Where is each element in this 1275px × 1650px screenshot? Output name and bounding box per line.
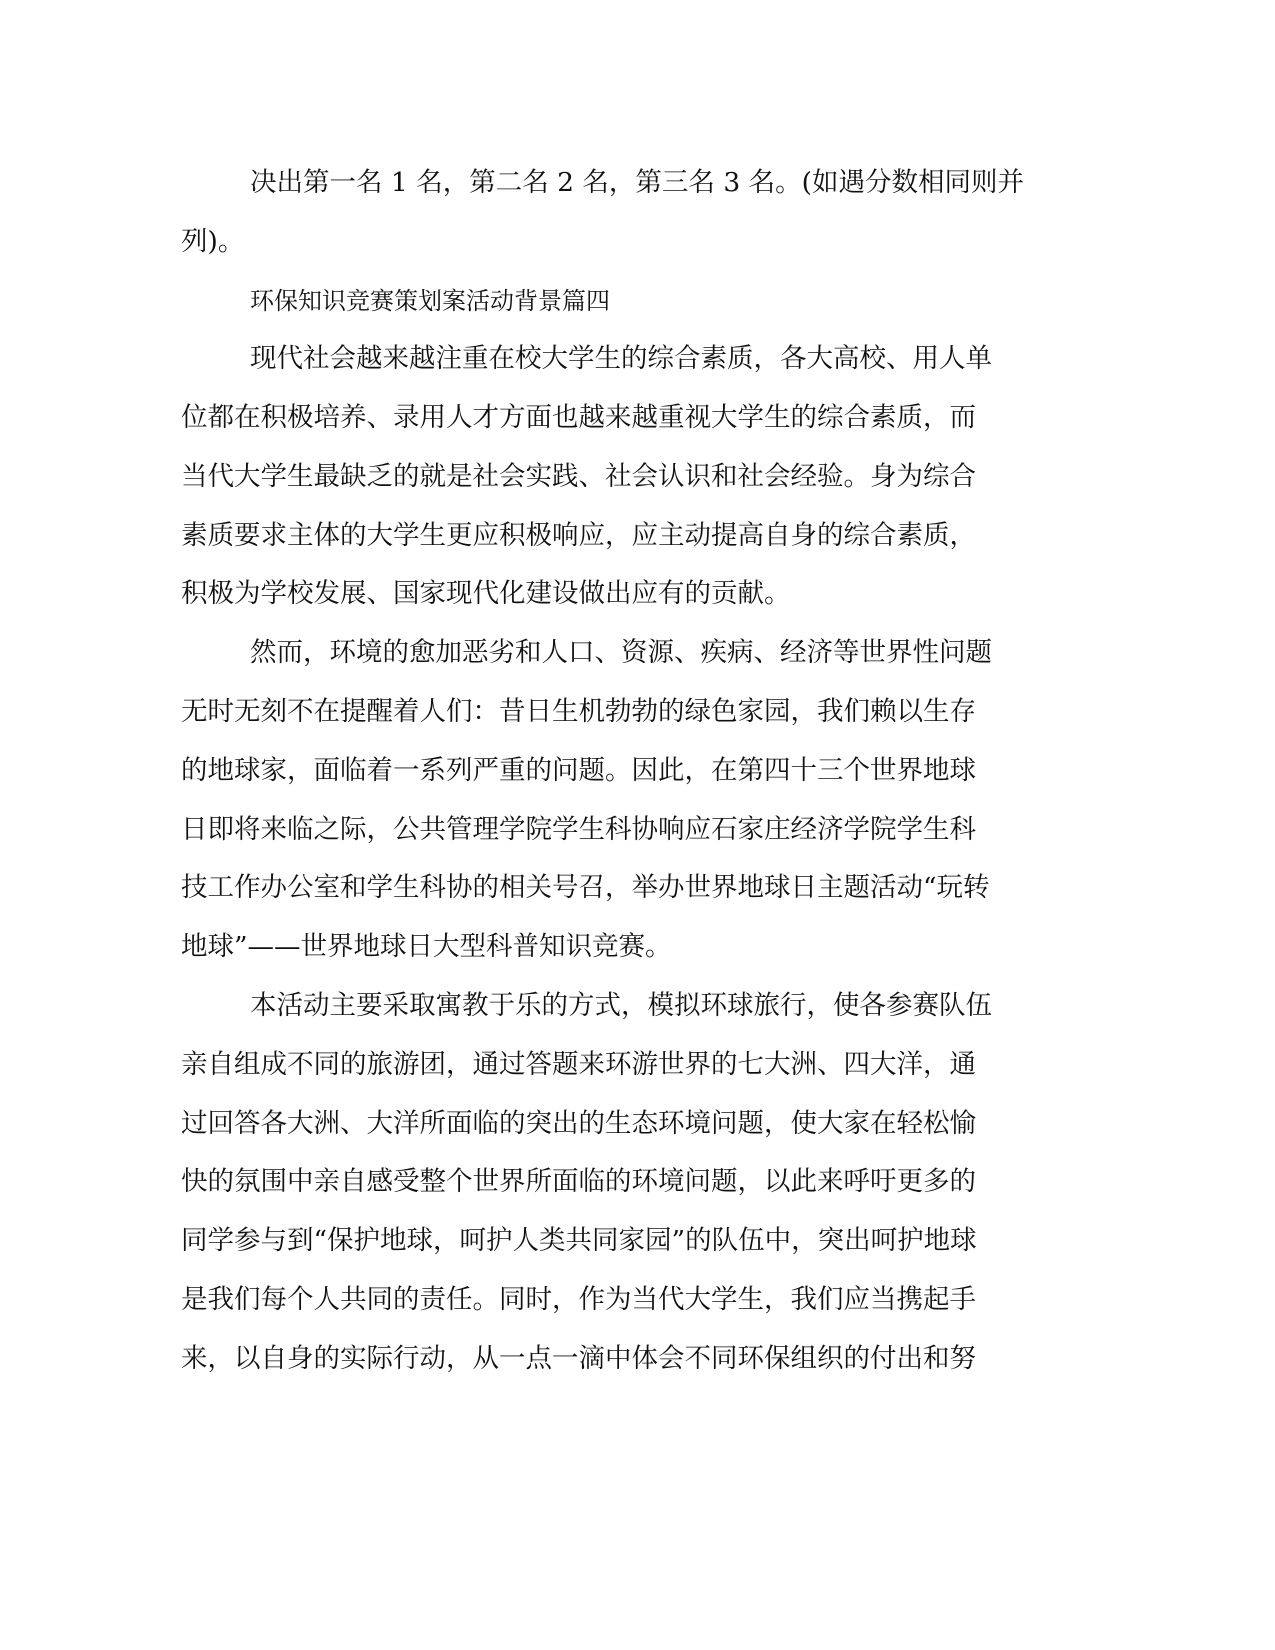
paragraph-text: 快的氛围中亲自感受整个世界所面临的环境问题，以此来呼吁更多的 [181,1166,976,1197]
paragraph-text: 技工作办公室和学生科协的相关号召，举办世界地球日主题活动“玩转 [181,872,990,903]
text-line-10 [0,692,1275,732]
paragraph-text: 然而，环境的愈加恶劣和人口、资源、疾病、经济等世界性问题 [250,637,992,668]
paragraph-text: 是我们每个人共同的责任。同时，作为当代大学生，我们应当携起手 [181,1284,976,1315]
text-line-11 [0,751,1275,791]
paragraph-text: 同学参与到“保护地球，呵护人类共同家园”的队伍中，突出呵护地球 [181,1225,977,1256]
paragraph-text: 无时无刻不在提醒着人们：昔日生机勃勃的绿色家园，我们赖以生存 [181,696,976,727]
text-line-5 [0,398,1275,438]
text-line-7 [0,516,1275,556]
paragraph-text: 决出第一名 1 名，第二名 2 名，第三名 3 名。(如遇分数相同则并 [250,167,1024,198]
paragraph-text: 当代大学生最缺乏的就是社会实践、社会认识和社会经验。身为综合 [181,461,976,492]
paragraph-text: 过回答各大洲、大洋所面临的突出的生态环境问题，使大家在轻松愉 [181,1108,976,1139]
text-line-9 [0,633,1275,673]
paragraph-text: 来，以自身的实际行动，从一点一滴中体会不同环保组织的付出和努 [181,1343,976,1374]
paragraph-text: 本活动主要采取寓教于乐的方式，模拟环球旅行，使各参赛队伍 [250,990,992,1021]
text-line-13 [0,868,1275,908]
paragraph-text: 积极为学校发展、国家现代化建设做出应有的贡献。 [181,578,791,609]
text-line-8 [0,574,1275,614]
text-line-16 [0,1045,1275,1085]
paragraph-text: 素质要求主体的大学生更应积极响应，应主动提高自身的综合素质， [181,520,976,551]
text-line-2 [0,222,1275,262]
paragraph-text: 地球”——世界地球日大型科普知识竞赛。 [181,931,672,962]
text-line-6 [0,457,1275,497]
paragraph-text: 的地球家，面临着一系列严重的问题。因此，在第四十三个世界地球 [181,755,976,786]
text-line-14 [0,927,1275,967]
paragraph-text: 现代社会越来越注重在校大学生的综合素质，各大高校、用人单 [250,343,992,374]
paragraph-text: 位都在积极培养、录用人才方面也越来越重视大学生的综合素质，而 [181,402,976,433]
section-heading [0,281,1275,321]
text-line-15 [0,986,1275,1026]
section-heading-text: 环保知识竞赛策划案活动背景篇四 [250,287,610,315]
text-line-21 [0,1339,1275,1379]
text-line-20 [0,1280,1275,1320]
paragraph-text: 列)。 [181,226,245,257]
text-line-12 [0,810,1275,850]
paragraph-text: 日即将来临之际，公共管理学院学生科协响应石家庄经济学院学生科 [181,814,976,845]
text-line-17 [0,1104,1275,1144]
text-line-4 [0,339,1275,379]
text-line-1 [0,163,1275,203]
text-line-18 [0,1162,1275,1202]
text-line-19 [0,1221,1275,1261]
paragraph-text: 亲自组成不同的旅游团，通过答题来环游世界的七大洲、四大洋，通 [181,1049,976,1080]
